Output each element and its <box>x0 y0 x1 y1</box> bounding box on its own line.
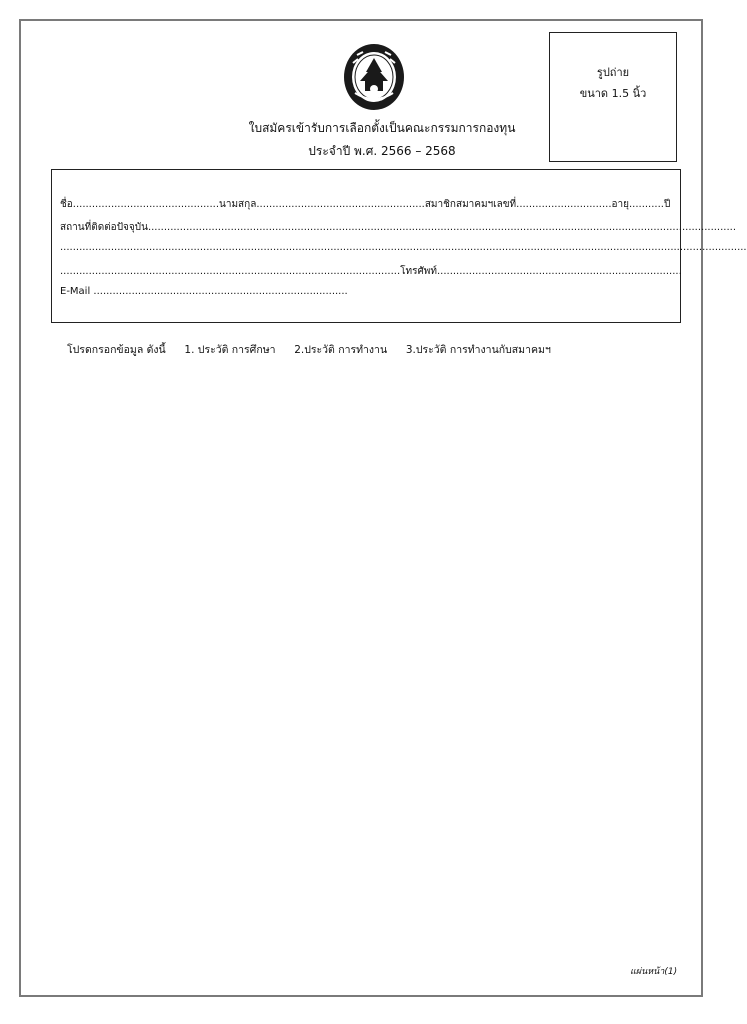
address-continued-line: ........................................................................................................................................................................................................................ <box>60 242 747 253</box>
instructions <box>67 341 551 358</box>
instructions-item-work: 2.ประวัติ การทำงาน <box>294 344 388 356</box>
association-emblem-icon <box>343 43 405 111</box>
instructions-intro: โปรดกรอกข้อมูล ดังนี้ <box>67 344 166 356</box>
applicant-info-box <box>51 169 747 323</box>
form-subtitle: ประจำปี พ.ศ. 2566 – 2568 <box>308 144 456 158</box>
instructions-item-education: 1. ประวัติ การศึกษา <box>184 344 276 356</box>
email-line: E-Mail ................................................................................ <box>60 286 348 297</box>
page-border <box>19 19 747 997</box>
instructions-item-association: 3.ประวัติ การทำงานกับสมาคมฯ <box>405 344 551 356</box>
name-line: ชื่อ..............................................นามสกุล.....................................................สมาชิกสมาคมฯเลขที่..............................อายุ...........ปี <box>60 199 671 210</box>
address-line: สถานที่ติดต่อปัจจุบัน......................................................................................................................................................................................... <box>60 222 737 233</box>
phone-line: ...........................................................................................................โทรศัพท์............................................................................. <box>60 266 682 277</box>
form-title: ใบสมัครเข้ารับการเลือกตั้งเป็นคณะกรรมการกองทุน <box>248 121 516 135</box>
photo-label: รูปถ่าย <box>596 66 630 79</box>
photo-size-label: ขนาด 1.5 นิ้ว <box>579 87 647 100</box>
photo-placeholder-box <box>549 32 677 162</box>
page-number: แผ่นหน้า(1) <box>630 967 678 977</box>
